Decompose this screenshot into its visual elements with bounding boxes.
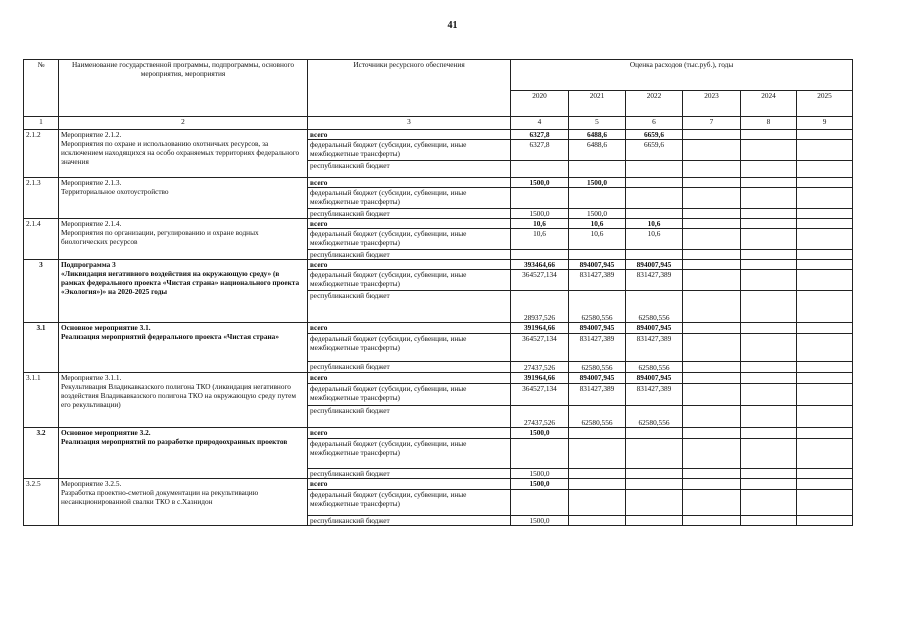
table-row	[24, 323, 853, 334]
amount-cell	[741, 161, 797, 178]
amount-cell	[683, 490, 741, 516]
funding-source: федеральный бюджет (субсидии, субвенции, иные межбюджетные трансферты)	[308, 334, 511, 362]
amount-cell	[741, 323, 797, 334]
amount-cell: 6488,6	[569, 130, 626, 140]
amount-cell	[683, 250, 741, 260]
page-number: 41	[447, 20, 458, 31]
amount-cell	[797, 130, 853, 140]
amount-cell	[797, 384, 853, 406]
amount-cell: 1500,0	[569, 178, 626, 188]
funding-source: республиканский бюджет	[308, 250, 511, 260]
amount-cell	[797, 490, 853, 516]
amount-cell: 62580,556	[569, 362, 626, 373]
amount-cell: 62580,556	[626, 291, 683, 323]
amount-cell: 831427,389	[569, 334, 626, 362]
column-number: 1	[24, 117, 59, 130]
amount-cell	[626, 428, 683, 439]
amount-cell: 894007,945	[569, 373, 626, 384]
amount-cell: 831427,389	[569, 270, 626, 291]
item-name: Мероприятие 2.1.4. Мероприятия по организации, регулированию и охране водных биологических ресурсов	[59, 219, 308, 260]
header-estimate: Оценка расходов (тыс.руб.), годы	[511, 60, 853, 91]
column-number: 3	[308, 117, 511, 130]
amount-cell	[797, 362, 853, 373]
amount-cell	[797, 428, 853, 439]
amount-cell	[797, 469, 853, 479]
funding-source: всего	[308, 428, 511, 439]
amount-cell: 1500,0	[569, 209, 626, 219]
funding-source: федеральный бюджет (субсидии, субвенции, иные межбюджетные трансферты)	[308, 270, 511, 291]
amount-cell: 62580,556	[569, 406, 626, 428]
amount-cell	[741, 490, 797, 516]
header-year: 2021	[569, 91, 626, 117]
amount-cell	[511, 188, 569, 209]
amount-cell	[626, 439, 683, 469]
table-row	[24, 178, 853, 188]
amount-cell: 894007,945	[569, 260, 626, 270]
amount-cell: 364527,134	[511, 384, 569, 406]
funding-source: республиканский бюджет	[308, 291, 511, 323]
header-year: 2022	[626, 91, 683, 117]
amount-cell	[683, 188, 741, 209]
amount-cell	[797, 479, 853, 490]
amount-cell	[511, 490, 569, 516]
amount-cell	[741, 362, 797, 373]
amount-cell	[741, 209, 797, 219]
amount-cell	[569, 188, 626, 209]
amount-cell	[569, 479, 626, 490]
funding-source: федеральный бюджет (субсидии, субвенции, иные межбюджетные трансферты)	[308, 439, 511, 469]
amount-cell: 894007,945	[626, 323, 683, 334]
funding-source: всего	[308, 323, 511, 334]
column-number: 2	[59, 117, 308, 130]
amount-cell	[683, 130, 741, 140]
amount-cell: 1500,0	[511, 178, 569, 188]
amount-cell	[569, 516, 626, 526]
amount-cell: 831427,389	[569, 384, 626, 406]
amount-cell	[683, 270, 741, 291]
amount-cell: 28937,526	[511, 291, 569, 323]
amount-cell	[683, 479, 741, 490]
funding-source: всего	[308, 373, 511, 384]
amount-cell: 393464,66	[511, 260, 569, 270]
amount-cell	[741, 291, 797, 323]
amount-cell: 1500,0	[511, 479, 569, 490]
budget-table	[23, 59, 853, 526]
table-row	[24, 373, 853, 384]
amount-cell	[683, 260, 741, 270]
item-code: 3.2	[24, 428, 59, 479]
amount-cell	[741, 260, 797, 270]
amount-cell: 6327,8	[511, 130, 569, 140]
amount-cell	[741, 188, 797, 209]
item-code: 2.1.2	[24, 130, 59, 178]
amount-cell	[797, 439, 853, 469]
amount-cell	[683, 469, 741, 479]
funding-source: федеральный бюджет (субсидии, субвенции, иные межбюджетные трансферты)	[308, 490, 511, 516]
amount-cell	[797, 323, 853, 334]
amount-cell: 10,6	[626, 229, 683, 250]
funding-source: республиканский бюджет	[308, 469, 511, 479]
amount-cell: 894007,945	[626, 260, 683, 270]
amount-cell	[741, 178, 797, 188]
amount-cell	[626, 209, 683, 219]
column-number: 6	[626, 117, 683, 130]
amount-cell	[511, 161, 569, 178]
amount-cell: 62580,556	[626, 406, 683, 428]
amount-cell	[741, 130, 797, 140]
amount-cell: 10,6	[511, 229, 569, 250]
amount-cell: 1500,0	[511, 209, 569, 219]
amount-cell	[683, 334, 741, 362]
amount-cell: 27437,526	[511, 362, 569, 373]
amount-cell	[683, 161, 741, 178]
amount-cell	[511, 439, 569, 469]
table-row	[24, 479, 853, 490]
table-row	[24, 428, 853, 439]
funding-source: всего	[308, 219, 511, 229]
amount-cell: 831427,389	[626, 334, 683, 362]
amount-cell	[626, 490, 683, 516]
amount-cell	[741, 428, 797, 439]
amount-cell	[683, 291, 741, 323]
amount-cell	[683, 439, 741, 469]
amount-cell: 6659,6	[626, 130, 683, 140]
amount-cell: 27437,526	[511, 406, 569, 428]
amount-cell: 6659,6	[626, 140, 683, 161]
amount-cell	[511, 250, 569, 260]
amount-cell: 10,6	[626, 219, 683, 229]
amount-cell: 364527,134	[511, 270, 569, 291]
funding-source: всего	[308, 260, 511, 270]
amount-cell	[569, 428, 626, 439]
header-name: Наименование государственной программы, подпрограммы, основного мероприятия, мероприятия	[59, 60, 308, 117]
amount-cell	[797, 209, 853, 219]
amount-cell: 364527,134	[511, 334, 569, 362]
amount-cell	[683, 362, 741, 373]
amount-cell	[569, 439, 626, 469]
amount-cell	[741, 219, 797, 229]
header-year: 2020	[511, 91, 569, 117]
item-code: 3.2.5	[24, 479, 59, 526]
amount-cell	[797, 516, 853, 526]
amount-cell	[741, 384, 797, 406]
table-row	[24, 260, 853, 270]
amount-cell	[797, 178, 853, 188]
amount-cell: 6488,6	[569, 140, 626, 161]
amount-cell	[797, 270, 853, 291]
amount-cell	[797, 161, 853, 178]
amount-cell	[626, 178, 683, 188]
amount-cell	[626, 188, 683, 209]
amount-cell	[626, 479, 683, 490]
funding-source: республиканский бюджет	[308, 209, 511, 219]
amount-cell	[797, 291, 853, 323]
amount-cell	[683, 178, 741, 188]
item-code: 2.1.3	[24, 178, 59, 219]
funding-source: всего	[308, 130, 511, 140]
amount-cell: 1500,0	[511, 428, 569, 439]
amount-cell: 894007,945	[569, 323, 626, 334]
amount-cell	[741, 270, 797, 291]
amount-cell	[797, 229, 853, 250]
amount-cell: 1500,0	[511, 469, 569, 479]
column-number: 8	[741, 117, 797, 130]
item-name: Основное мероприятие 3.2. Реализация мероприятий по разработке природоохранных проектов	[59, 428, 308, 479]
amount-cell: 62580,556	[626, 362, 683, 373]
item-name: Мероприятие 2.1.3. Территориальное охотоустройство	[59, 178, 308, 219]
item-name: Основное мероприятие 3.1. Реализация мероприятий федерального проекта «Чистая страна»	[59, 323, 308, 373]
amount-cell	[569, 469, 626, 479]
header-year: 2025	[797, 91, 853, 117]
amount-cell	[569, 250, 626, 260]
column-number: 4	[511, 117, 569, 130]
column-number: 5	[569, 117, 626, 130]
funding-source: республиканский бюджет	[308, 362, 511, 373]
column-number: 7	[683, 117, 741, 130]
amount-cell	[626, 469, 683, 479]
amount-cell: 831427,389	[626, 384, 683, 406]
funding-source: федеральный бюджет (субсидии, субвенции, иные межбюджетные трансферты)	[308, 229, 511, 250]
amount-cell	[741, 406, 797, 428]
amount-cell	[683, 323, 741, 334]
amount-cell	[797, 406, 853, 428]
amount-cell: 10,6	[511, 219, 569, 229]
amount-cell: 1500,0	[511, 516, 569, 526]
amount-cell	[741, 469, 797, 479]
amount-cell	[741, 250, 797, 260]
funding-source: республиканский бюджет	[308, 406, 511, 428]
funding-source: республиканский бюджет	[308, 161, 511, 178]
item-code: 3.1	[24, 323, 59, 373]
item-name: Мероприятие 3.2.5. Разработка проектно-сметной документации на рекультивацию несанкционированной свалки ТКО в с.Хазнидон	[59, 479, 308, 526]
amount-cell: 10,6	[569, 219, 626, 229]
amount-cell	[741, 439, 797, 469]
amount-cell: 10,6	[569, 229, 626, 250]
item-code: 3	[24, 260, 59, 323]
amount-cell	[683, 373, 741, 384]
amount-cell	[626, 516, 683, 526]
header-number: №	[24, 60, 59, 117]
amount-cell	[683, 516, 741, 526]
funding-source: федеральный бюджет (субсидии, субвенции, иные межбюджетные трансферты)	[308, 384, 511, 406]
funding-source: всего	[308, 178, 511, 188]
amount-cell: 391964,66	[511, 323, 569, 334]
funding-source: республиканский бюджет	[308, 516, 511, 526]
amount-cell	[797, 250, 853, 260]
amount-cell	[797, 140, 853, 161]
funding-source: федеральный бюджет (субсидии, субвенции, иные межбюджетные трансферты)	[308, 188, 511, 209]
amount-cell: 894007,945	[626, 373, 683, 384]
amount-cell	[741, 140, 797, 161]
amount-cell: 391964,66	[511, 373, 569, 384]
amount-cell	[741, 229, 797, 250]
amount-cell	[683, 384, 741, 406]
amount-cell	[741, 516, 797, 526]
amount-cell	[683, 428, 741, 439]
amount-cell	[797, 188, 853, 209]
funding-source: федеральный бюджет (субсидии, субвенции, иные межбюджетные трансферты)	[308, 140, 511, 161]
amount-cell	[626, 161, 683, 178]
amount-cell	[683, 229, 741, 250]
item-code: 2.1.4	[24, 219, 59, 260]
amount-cell	[797, 219, 853, 229]
funding-source: всего	[308, 479, 511, 490]
amount-cell	[683, 406, 741, 428]
amount-cell	[741, 479, 797, 490]
amount-cell	[569, 490, 626, 516]
amount-cell	[683, 140, 741, 161]
header-year: 2024	[741, 91, 797, 117]
amount-cell	[741, 373, 797, 384]
header-source: Источники ресурсного обеспечения	[308, 60, 511, 117]
item-name: Мероприятие 2.1.2. Мероприятия по охране и использованию охотничьих ресурсов, за исключением находящихся на особо охраняемых территориях федерального значения	[59, 130, 308, 178]
amount-cell	[569, 161, 626, 178]
amount-cell: 831427,389	[626, 270, 683, 291]
amount-cell	[797, 373, 853, 384]
table-row	[24, 219, 853, 229]
amount-cell: 62580,556	[569, 291, 626, 323]
amount-cell	[797, 260, 853, 270]
column-number: 9	[797, 117, 853, 130]
amount-cell	[683, 219, 741, 229]
amount-cell	[797, 334, 853, 362]
table-row	[24, 130, 853, 140]
item-code: 3.1.1	[24, 373, 59, 428]
header-year: 2023	[683, 91, 741, 117]
amount-cell	[741, 334, 797, 362]
amount-cell	[683, 209, 741, 219]
amount-cell	[626, 250, 683, 260]
amount-cell: 6327,8	[511, 140, 569, 161]
item-name: Мероприятие 3.1.1. Рекультивация Владикавказского полигона ТКО (ликвидация негативного воздействия Владикавказского полигона ТКО на окружающую среду путем его рекультивации)	[59, 373, 308, 428]
table-body	[24, 130, 853, 526]
item-name: Подпрограмма 3 «Ликвидация негативного воздействия на окружающую среду» (в рамках федерального проекта «Чистая страна» национального проекта «Экология»)» на 2020-2025 годы	[59, 260, 308, 323]
